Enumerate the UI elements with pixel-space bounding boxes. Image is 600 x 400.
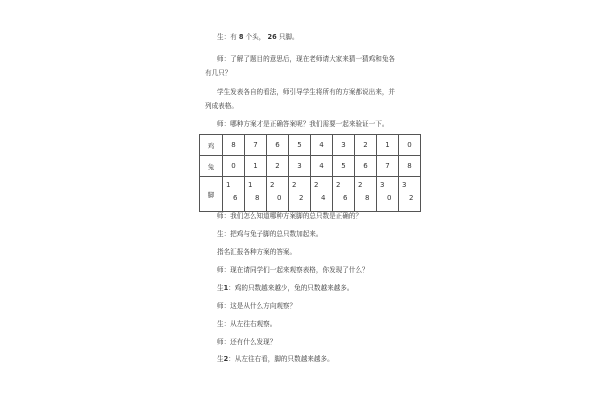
line-student-left-right: 生：从左往右观察。 <box>217 320 277 328</box>
feet-ones: 8 <box>255 194 260 202</box>
table-cell: 7 <box>377 156 399 177</box>
table-cell: 5 <box>289 135 311 156</box>
table-cell <box>245 177 267 212</box>
feet-tens: 2 <box>358 181 363 189</box>
table-cell: 7 <box>245 135 267 156</box>
feet-ones: 0 <box>387 194 392 202</box>
feet-tens: 3 <box>380 181 385 189</box>
chicken-rabbit-table <box>199 134 421 212</box>
feet-tens: 2 <box>336 181 341 189</box>
table-cell <box>223 177 245 212</box>
table-cell: 2 <box>355 135 377 156</box>
table-cell: 5 <box>333 156 355 177</box>
table-cell <box>267 177 289 212</box>
table-cell <box>289 177 311 212</box>
table-cell <box>377 177 399 212</box>
feet-tens: 3 <box>402 181 407 189</box>
line-student2-finding: 生2：从左往右看，脚的只数越来越多。 <box>217 355 334 363</box>
table-cell <box>399 177 421 212</box>
table-cell: 3 <box>333 135 355 156</box>
table-row <box>200 177 421 212</box>
feet-tens: 1 <box>248 181 253 189</box>
line-student-add-feet: 生：把鸡与兔子脚的总只数加起来。 <box>217 230 323 238</box>
table-cell: 4 <box>311 156 333 177</box>
line-teacher-direction: 师：这是从什么方向观察？ <box>217 302 297 310</box>
line-teacher-how-know: 师：我们怎么知道哪种方案脚的总只数是正确的？ <box>217 212 363 220</box>
line-students-propose-cont: 列成表格。 <box>205 102 238 110</box>
table-cell: 4 <box>311 135 333 156</box>
feet-tens: 1 <box>226 181 231 189</box>
line-teacher-guess: 师：了解了题目的意思后，现在老师请大家来猜一猜鸡和兔各 <box>217 55 396 63</box>
feet-ones: 6 <box>343 194 348 202</box>
table-row <box>200 135 421 156</box>
feet-tens: 2 <box>314 181 319 189</box>
table-cell: 8 <box>399 156 421 177</box>
line-report-answers: 指名汇报各种方案的答案。 <box>217 248 297 256</box>
table-row <box>200 156 421 177</box>
line-teacher-guess-cont: 有几只？ <box>205 69 232 77</box>
feet-tens: 2 <box>270 181 275 189</box>
table-cell: 3 <box>289 156 311 177</box>
line-students-propose: 学生发表各自的看法，师引导学生将所有的方案都说出来，并 <box>217 88 396 96</box>
feet-tens: 2 <box>292 181 297 189</box>
table-cell <box>311 177 333 212</box>
line-teacher-verify: 师：哪种方案才是正确答案呢？我们需要一起来验证一下。 <box>217 120 389 128</box>
line-teacher-more: 师：还有什么发现？ <box>217 338 277 346</box>
line-teacher-observe: 师：现在请同学们一起来观察表格，你发现了什么？ <box>217 266 369 274</box>
feet-ones: 6 <box>233 194 238 202</box>
feet-ones: 0 <box>277 194 282 202</box>
feet-ones: 4 <box>321 194 326 202</box>
table-cell: 2 <box>267 156 289 177</box>
table-cell: 6 <box>267 135 289 156</box>
table-cell: 0 <box>223 156 245 177</box>
feet-ones: 2 <box>409 194 414 202</box>
line-student1-finding: 生1：鸡的只数越来越少，兔的只数越来越多。 <box>217 284 354 292</box>
feet-ones: 2 <box>299 194 304 202</box>
table-cell: 6 <box>355 156 377 177</box>
table-cell: 0 <box>399 135 421 156</box>
table-cell: 1 <box>377 135 399 156</box>
table-cell <box>355 177 377 212</box>
row-label-feet: 脚 <box>200 177 223 212</box>
line-student-heads-feet: 生：有 8 个头， 26 只脚。 <box>217 33 299 41</box>
table-cell: 1 <box>245 156 267 177</box>
table-cell: 8 <box>223 135 245 156</box>
row-label-chicken: 鸡 <box>200 135 223 156</box>
table-cell <box>333 177 355 212</box>
feet-ones: 8 <box>365 194 370 202</box>
row-label-rabbit: 兔 <box>200 156 223 177</box>
